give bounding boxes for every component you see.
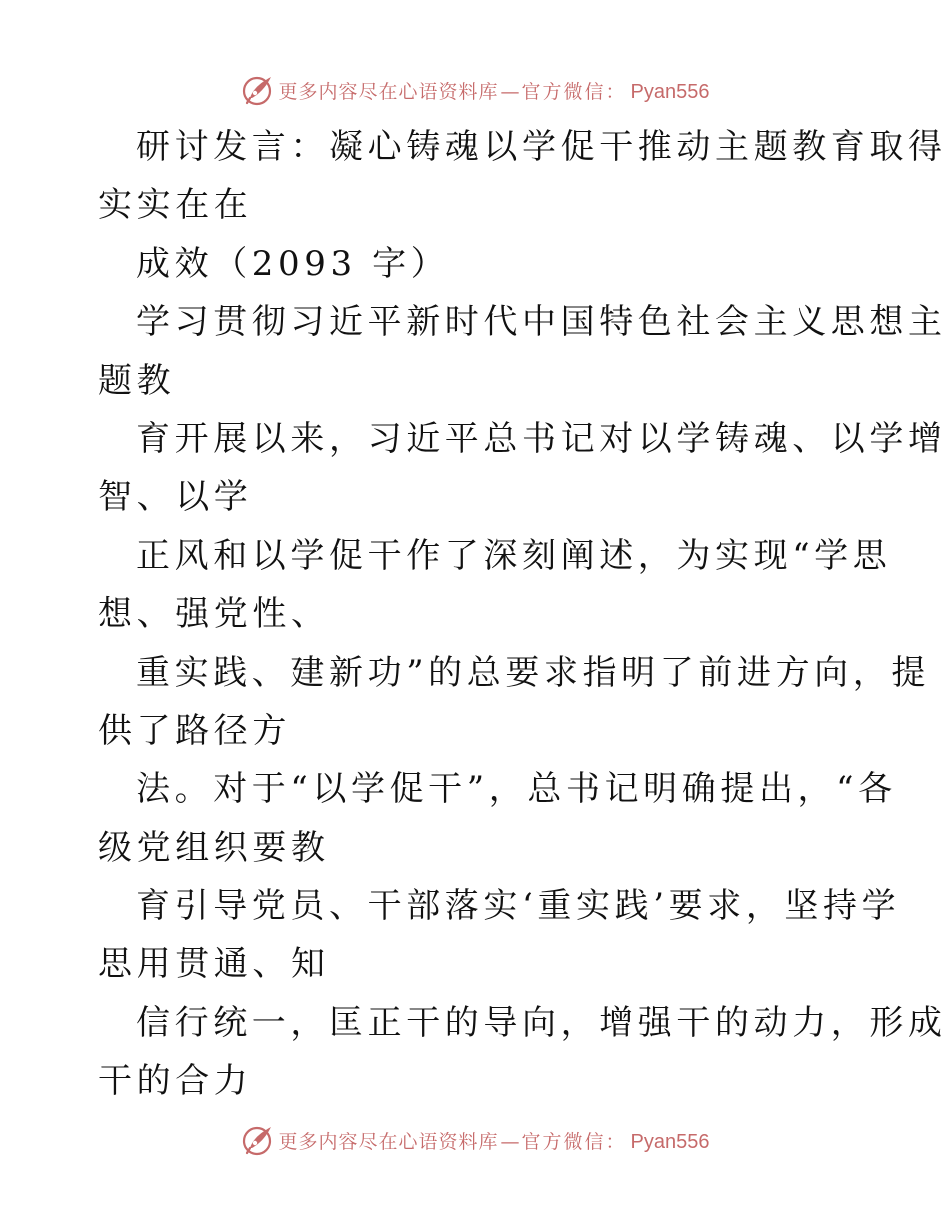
quill-logo-icon [241, 1123, 275, 1157]
watermark-banner-top [0, 70, 950, 110]
watermark-site-text: 更多内容尽在心语资料库 [278, 80, 499, 103]
watermark-site-text: 更多内容尽在心语资料库 [278, 1130, 499, 1153]
paragraph-line: 重实践、建新功”的总要求指明了前进方向，提 [136, 652, 930, 693]
paragraph-line: 级党组织要教 [98, 827, 330, 868]
paragraph-line: 育引导党员、干部落实‘重实践’要求，坚持学 [136, 886, 901, 927]
watermark-banner-bottom [0, 1120, 950, 1160]
watermark-wechat-label: 官方微信： [521, 1130, 627, 1153]
paragraph-line: 智、以学 [98, 477, 253, 518]
title-line-1: 研讨发言：凝心铸魂以学促干推动主题教育取得 [136, 127, 947, 167]
paragraph-line: 法。对于“以学促干”，总书记明确提出，“各 [136, 769, 897, 810]
watermark-wechat-id: Pyan556 [630, 1130, 710, 1153]
paragraph-line: 干的合力 [98, 1061, 253, 1102]
paragraph-line: 想、强党性、 [98, 594, 330, 635]
paragraph-line: 育开展以来，习近平总书记对以学铸魂、以学增 [136, 418, 947, 459]
document-body [98, 118, 947, 1111]
watermark-wechat-label: 官方微信： [521, 80, 627, 103]
watermark-separator: — [500, 1130, 520, 1153]
paragraph-line: 题教 [98, 360, 176, 401]
watermark-separator: — [500, 80, 520, 103]
paragraph-line: 供了路径方 [98, 710, 291, 751]
title-line-2: 实实在在 [98, 185, 253, 226]
paragraph-line: 思用贯通、知 [98, 944, 330, 985]
title-line-3: 成效（2093 字） [136, 243, 450, 284]
quill-logo-icon [241, 73, 275, 107]
paragraph-line: 信行统一，匡正干的导向，增强干的动力，形成 [136, 1002, 947, 1043]
watermark-wechat-id: Pyan556 [630, 80, 710, 103]
paragraph-line: 学习贯彻习近平新时代中国特色社会主义思想主 [136, 302, 947, 343]
paragraph-line: 正风和以学促干作了深刻阐述，为实现“学思 [136, 535, 892, 576]
